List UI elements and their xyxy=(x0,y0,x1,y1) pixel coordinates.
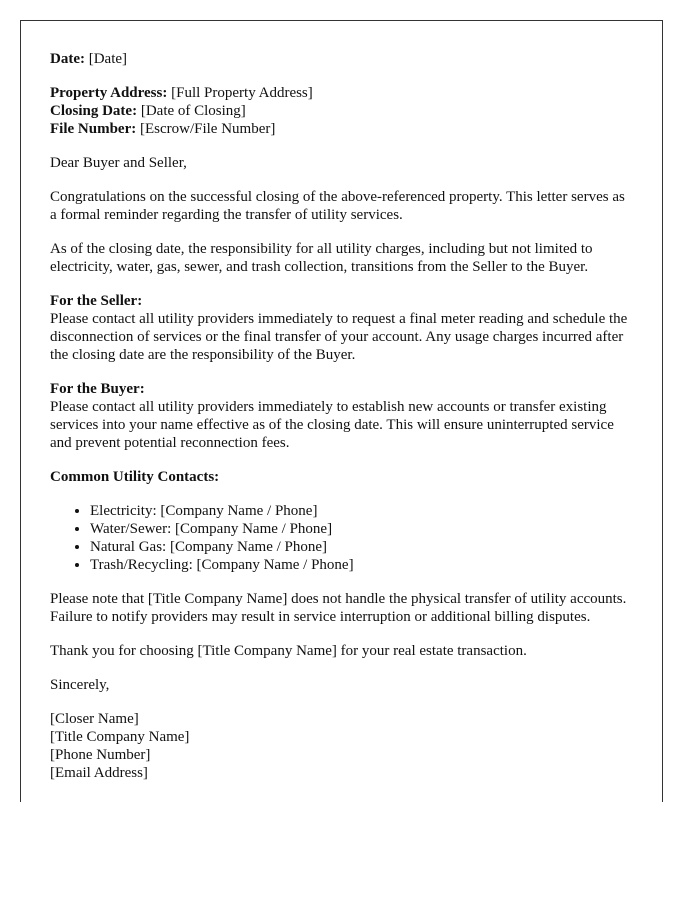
property-info: Property Address: [Full Property Address] Closing Date: [Date of Closing] File Number: [Escrow/File Number] xyxy=(50,85,313,137)
buyer-section: For the Buyer: Please contact all utility providers immediately to establish new accounts or transfer existing services into your name effective as of the closing date. This will ensure uninterrupted service and prevent potential reconnection fees. xyxy=(50,381,614,451)
closing: Sincerely, xyxy=(50,677,110,693)
responsibility-paragraph: As of the closing date, the responsibility for all utility charges, including but not limited to electricity, water, gas, sewer, and trash collection, transitions from the Seller to the Buyer. xyxy=(50,241,593,275)
list-item: • Trash/Recycling: [Company Name / Phone] xyxy=(90,556,632,574)
signature-block: [Closer Name] [Title Company Name] [Phone Number] [Email Address] xyxy=(50,711,190,781)
contacts-list xyxy=(50,502,632,574)
list-item: • Water/Sewer: [Company Name / Phone] xyxy=(90,520,632,538)
intro-paragraph: Congratulations on the successful closing of the above-referenced property. This letter serves as a formal reminder regarding the transfer of utility services. xyxy=(50,189,625,223)
contacts-heading: Common Utility Contacts: xyxy=(50,469,220,485)
note-paragraph: Please note that [Title Company Name] does not handle the physical transfer of utility accounts. Failure to notify providers may result in service interruption or additional billing disputes. xyxy=(50,591,627,625)
list-item: • Electricity: [Company Name / Phone] xyxy=(90,502,632,520)
list-item: • Natural Gas: [Company Name / Phone] xyxy=(90,538,632,556)
thanks-paragraph: Thank you for choosing [Title Company Name] for your real estate transaction. xyxy=(50,643,527,659)
letter xyxy=(20,20,663,802)
salutation: Dear Buyer and Seller, xyxy=(50,155,187,171)
date-line: Date: [Date] xyxy=(50,51,128,67)
seller-section: For the Seller: Please contact all utility providers immediately to request a final meter reading and schedule the disconnection of services or the final transfer of your account. Any usage charges incurred after the closing date are the responsibility of the Buyer. xyxy=(50,293,628,363)
